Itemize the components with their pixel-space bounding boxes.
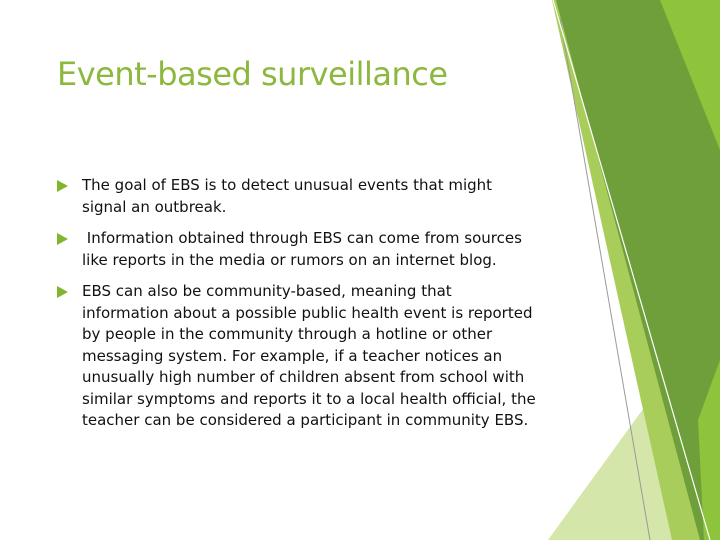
- triangle-bullet-icon: [57, 233, 68, 245]
- slide-title: Event-based surveillance: [57, 55, 448, 93]
- bullet-text: Information obtained through EBS can come from sources like reports in the media or rumors on an internet blog.: [82, 229, 527, 269]
- bullet-item: [57, 228, 537, 271]
- bullet-list: [57, 175, 537, 442]
- bullet-text: The goal of EBS is to detect unusual events that might signal an outbreak.: [82, 176, 493, 216]
- triangle-bullet-icon: [57, 286, 68, 298]
- bullet-item: [57, 281, 537, 432]
- triangle-bullet-icon: [57, 180, 68, 192]
- bullet-item: [57, 175, 537, 218]
- bullet-text: EBS can also be community-based, meaning that information about a possible public health event is reported by people in the community through a hotline or other messaging system. For example, if a teacher notices an unusually high number of children absent from school with similar symptoms and reports it to a local health official, the teacher can be considered a participant in community EBS.: [82, 282, 536, 429]
